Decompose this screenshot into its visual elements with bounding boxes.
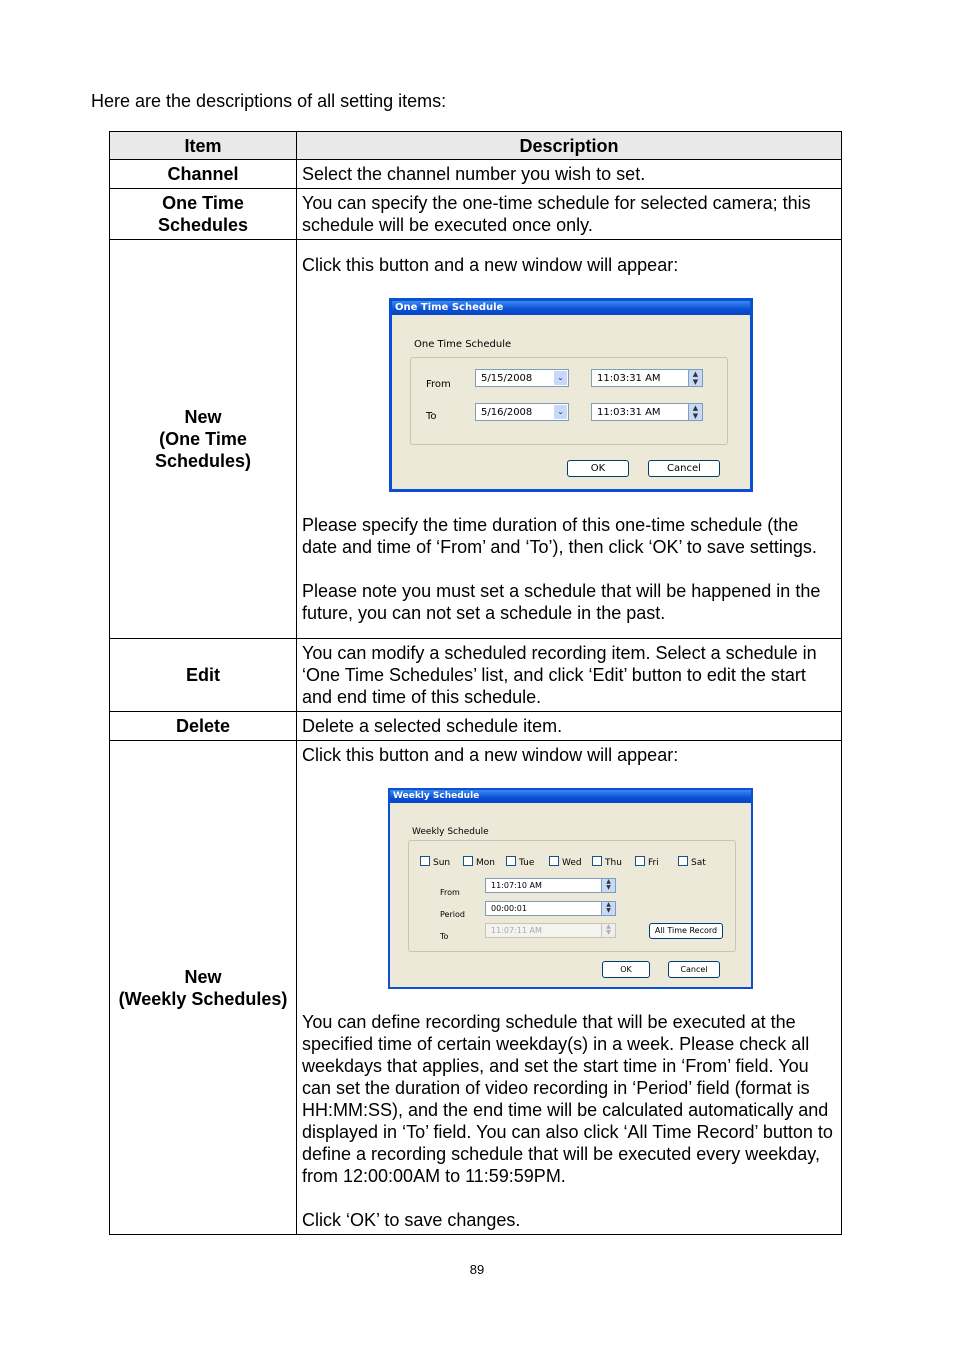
from-date-value: 5/15/2008 bbox=[481, 373, 533, 384]
to-time-input[interactable] bbox=[591, 403, 703, 421]
day-label: Thu bbox=[605, 858, 622, 868]
cancel-button[interactable]: Cancel bbox=[648, 460, 720, 477]
to-label: To bbox=[440, 932, 449, 941]
from-date-select[interactable] bbox=[475, 369, 569, 387]
row-item: Edit bbox=[110, 639, 297, 712]
day-checkbox-tue[interactable] bbox=[506, 856, 534, 868]
checkbox-icon bbox=[420, 856, 430, 866]
from-label: From bbox=[426, 379, 451, 390]
day-checkbox-fri[interactable] bbox=[635, 856, 659, 868]
day-checkbox-mon[interactable] bbox=[463, 856, 495, 868]
chevron-down-icon[interactable]: ⌄ bbox=[554, 405, 567, 419]
desc-top: Click this button and a new window will appear: bbox=[302, 255, 679, 275]
desc-paragraph: Click ‘OK’ to save changes. bbox=[302, 1210, 521, 1230]
row-item: New (One Time Schedules) bbox=[110, 240, 297, 639]
day-label: Wed bbox=[562, 858, 582, 868]
to-date-value: 5/16/2008 bbox=[481, 407, 533, 418]
spinner-icon: ▲ ▼ bbox=[601, 924, 615, 937]
intro-text: Here are the descriptions of all setting items: bbox=[91, 91, 447, 111]
dialog-title: Weekly Schedule bbox=[390, 790, 751, 803]
period-input[interactable] bbox=[485, 901, 616, 916]
dialog-title: One Time Schedule bbox=[392, 301, 750, 315]
ok-button[interactable]: OK bbox=[602, 961, 650, 978]
to-label: To bbox=[426, 411, 437, 422]
settings-table bbox=[109, 131, 842, 1235]
to-time-value: 11:03:31 AM bbox=[597, 407, 661, 418]
checkbox-icon bbox=[549, 856, 559, 866]
to-time-display bbox=[485, 923, 616, 938]
spinner-icon[interactable]: ▲ ▼ bbox=[601, 902, 615, 915]
one-time-schedule-dialog bbox=[389, 298, 753, 492]
chevron-down-icon[interactable]: ⌄ bbox=[554, 371, 567, 385]
row-desc: You can modify a scheduled recording item. Select a schedule in ‘One Time Schedules’ list, and click ‘Edit’ button to edit the start and end time of this schedule. bbox=[297, 639, 842, 712]
table-row bbox=[110, 160, 842, 189]
all-time-record-button[interactable]: All Time Record bbox=[649, 923, 723, 939]
from-label: From bbox=[440, 888, 460, 897]
desc-paragraph: Please note you must set a schedule that will be happened in the future, you can not set a schedule in the past. bbox=[302, 581, 821, 623]
table-row bbox=[110, 189, 842, 240]
row-item: Channel bbox=[110, 160, 297, 189]
checkbox-icon bbox=[592, 856, 602, 866]
ok-button[interactable]: OK bbox=[567, 460, 629, 477]
table-row bbox=[110, 741, 842, 1235]
row-desc: Select the channel number you wish to set. bbox=[297, 160, 842, 189]
desc-paragraph: You can define recording schedule that will be executed at the specified time of certain weekday(s) in a week. Please check all weekdays that applies, and set the start time in ‘From’ field. You can set the duration of video recording in ‘Period’ field (format is HH:MM:SS), and the end time will be calculated automatically and displayed in ‘To’ field. You can also click ‘All Time Record’ button to define a recording schedule that will be executed every weekday, from 12:00:00AM to 11:59:59PM. bbox=[302, 1012, 833, 1186]
row-item: One Time Schedules bbox=[110, 189, 297, 240]
day-checkbox-sat[interactable] bbox=[678, 856, 706, 868]
from-time-value: 11:03:31 AM bbox=[597, 373, 661, 384]
checkbox-icon bbox=[635, 856, 645, 866]
to-value: 11:07:11 AM bbox=[491, 926, 542, 935]
checkbox-icon bbox=[463, 856, 473, 866]
period-value: 00:00:01 bbox=[491, 904, 527, 913]
day-label: Sun bbox=[433, 858, 451, 868]
from-time-input[interactable] bbox=[591, 369, 703, 387]
to-date-select[interactable] bbox=[475, 403, 569, 421]
table-row bbox=[110, 712, 842, 741]
header-description: Description bbox=[297, 132, 842, 160]
from-value: 11:07:10 AM bbox=[491, 881, 542, 890]
checkbox-icon bbox=[506, 856, 516, 866]
table-row bbox=[110, 240, 842, 639]
cancel-button[interactable]: Cancel bbox=[668, 961, 720, 978]
spinner-icon[interactable]: ▲ ▼ bbox=[688, 404, 702, 420]
day-label: Mon bbox=[476, 858, 495, 868]
desc-top: Click this button and a new window will appear: bbox=[302, 745, 679, 765]
desc-paragraph: Please specify the time duration of this one-time schedule (the date and time of ‘From’ and ‘To’), then click ‘OK’ to save settings. bbox=[302, 515, 817, 557]
dialog-heading: One Time Schedule bbox=[414, 339, 512, 350]
header-item: Item bbox=[110, 132, 297, 160]
page-number: 89 bbox=[469, 1262, 485, 1277]
table-header-row bbox=[110, 132, 842, 160]
day-label: Fri bbox=[648, 858, 659, 868]
day-checkbox-thu[interactable] bbox=[592, 856, 622, 868]
day-label: Tue bbox=[519, 858, 535, 868]
checkbox-icon bbox=[678, 856, 688, 866]
day-label: Sat bbox=[691, 858, 706, 868]
row-desc: Delete a selected schedule item. bbox=[297, 712, 842, 741]
day-checkbox-sun[interactable] bbox=[420, 856, 450, 868]
table-row bbox=[110, 639, 842, 712]
period-label: Period bbox=[440, 910, 465, 919]
weekly-schedule-dialog bbox=[388, 788, 753, 989]
day-checkbox-wed[interactable] bbox=[549, 856, 582, 868]
from-time-input[interactable] bbox=[485, 878, 616, 893]
row-desc bbox=[297, 240, 842, 639]
row-desc bbox=[297, 741, 842, 1235]
spinner-icon[interactable]: ▲ ▼ bbox=[601, 879, 615, 892]
row-item: Delete bbox=[110, 712, 297, 741]
row-desc: You can specify the one-time schedule for selected camera; this schedule will be executed once only. bbox=[297, 189, 842, 240]
spinner-icon[interactable]: ▲ ▼ bbox=[688, 370, 702, 386]
dialog-heading: Weekly Schedule bbox=[412, 827, 489, 837]
row-item: New (Weekly Schedules) bbox=[110, 741, 297, 1235]
